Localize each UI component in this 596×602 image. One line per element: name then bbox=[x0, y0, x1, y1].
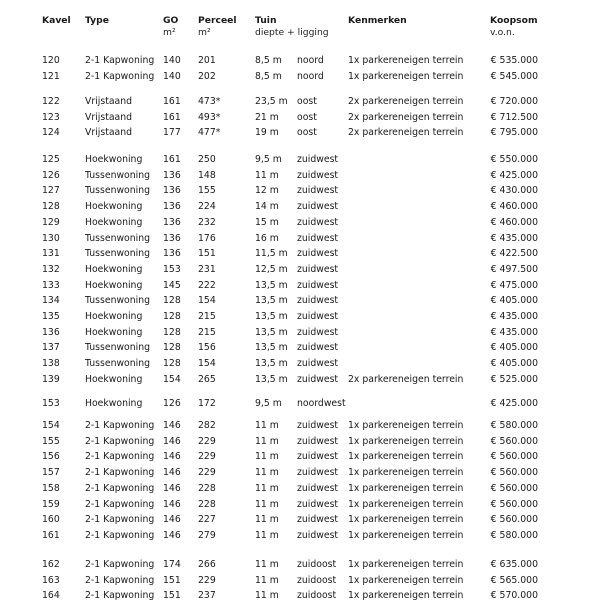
cell-tuin-ligging: noordwest bbox=[297, 398, 346, 409]
cell-perceel: 228 bbox=[198, 498, 216, 510]
cell-type: 2-1 Kapwoning bbox=[85, 55, 155, 66]
cell-tuin-ligging: zuidwest bbox=[297, 420, 339, 431]
cell-go: 146 bbox=[163, 529, 181, 541]
cell-perceel: 172 bbox=[198, 398, 216, 409]
cell-tuin-diepte: 15 m bbox=[255, 216, 279, 228]
cell-type: 2-1 Kapwoning bbox=[85, 574, 155, 586]
cell-go: 136 bbox=[163, 201, 181, 213]
cell-tuin-diepte: 19 m bbox=[255, 127, 279, 139]
cell-kavel: 139 bbox=[42, 373, 60, 385]
cell-tuin-diepte: 11 m bbox=[255, 559, 279, 570]
cell-koopsom: € 635.000 bbox=[490, 559, 538, 570]
cell-type: Tussenwoning bbox=[85, 295, 151, 307]
cell-perceel: 279 bbox=[198, 529, 216, 541]
cell-go: 161 bbox=[163, 96, 181, 107]
cell-koopsom: € 422.500 bbox=[490, 248, 538, 260]
header-tuin-label: Tuin bbox=[255, 15, 277, 26]
cell-perceel: 227 bbox=[198, 514, 216, 526]
cell-tuin-ligging: zuidwest bbox=[297, 201, 339, 213]
cell-kavel: 154 bbox=[42, 420, 60, 431]
cell-tuin-ligging: zuidwest bbox=[297, 185, 339, 197]
cell-tuin-diepte: 11 m bbox=[255, 529, 279, 541]
cell-kenmerken: 2x parkereneigen terrein bbox=[348, 111, 464, 123]
cell-koopsom: € 545.000 bbox=[490, 70, 538, 82]
cell-perceel: 282 bbox=[198, 420, 216, 431]
cell-kavel: 132 bbox=[42, 263, 60, 275]
cell-tuin-ligging: zuidwest bbox=[297, 482, 339, 494]
cell-kavel: 155 bbox=[42, 435, 60, 447]
cell-kavel: 134 bbox=[42, 295, 60, 307]
cell-kenmerken: 1x parkereneigen terrein bbox=[348, 70, 464, 82]
cell-koopsom: € 405.000 bbox=[490, 342, 538, 354]
cell-type: 2-1 Kapwoning bbox=[85, 482, 155, 494]
cell-kenmerken: 1x parkereneigen terrein bbox=[348, 467, 464, 479]
cell-perceel: 202 bbox=[198, 70, 216, 82]
cell-kavel: 121 bbox=[42, 70, 60, 82]
cell-go: 128 bbox=[163, 342, 181, 354]
cell-go: 145 bbox=[163, 279, 181, 291]
cell-go: 151 bbox=[163, 590, 181, 602]
cell-kenmerken: 1x parkereneigen terrein bbox=[348, 529, 464, 541]
cell-tuin-diepte: 12,5 m bbox=[255, 263, 288, 275]
cell-tuin-ligging: zuidwest bbox=[297, 467, 339, 479]
cell-koopsom: € 435.000 bbox=[490, 232, 538, 244]
cell-kenmerken: 1x parkereneigen terrein bbox=[348, 435, 464, 447]
cell-koopsom: € 405.000 bbox=[490, 295, 538, 307]
cell-type: Tussenwoning bbox=[85, 358, 151, 370]
cell-koopsom: € 460.000 bbox=[490, 201, 538, 213]
cell-tuin-ligging: zuidwest bbox=[297, 169, 339, 181]
cell-tuin-diepte: 11 m bbox=[255, 169, 279, 181]
cell-koopsom: € 560.000 bbox=[490, 435, 538, 447]
cell-type: Vrijstaand bbox=[85, 127, 133, 139]
cell-go: 146 bbox=[163, 435, 181, 447]
cell-tuin-ligging: oost bbox=[297, 96, 317, 107]
cell-kenmerken: 1x parkereneigen terrein bbox=[348, 498, 464, 510]
cell-kavel: 157 bbox=[42, 467, 60, 479]
cell-tuin-ligging: zuidwest bbox=[297, 514, 339, 526]
cell-kavel: 131 bbox=[42, 248, 60, 260]
cell-tuin-diepte: 13,5 m bbox=[255, 358, 288, 370]
cell-kavel: 161 bbox=[42, 529, 60, 541]
cell-tuin-diepte: 11 m bbox=[255, 514, 279, 526]
cell-koopsom: € 550.000 bbox=[490, 154, 538, 165]
header-koopsom bbox=[490, 15, 538, 39]
cell-tuin-diepte: 9,5 m bbox=[255, 154, 282, 165]
cell-perceel: 151 bbox=[198, 248, 216, 260]
header-perceel-unit: m² bbox=[198, 27, 211, 38]
cell-kenmerken: 1x parkereneigen terrein bbox=[348, 590, 464, 602]
cell-kenmerken: 1x parkereneigen terrein bbox=[348, 574, 464, 586]
cell-kenmerken: 1x parkereneigen terrein bbox=[348, 451, 464, 463]
cell-tuin-diepte: 11 m bbox=[255, 482, 279, 494]
cell-kavel: 138 bbox=[42, 358, 60, 370]
header-kenmerken bbox=[348, 15, 407, 27]
cell-type: Tussenwoning bbox=[85, 185, 151, 197]
cell-type: Hoekwoning bbox=[85, 279, 143, 291]
cell-go: 146 bbox=[163, 420, 181, 431]
cell-type: Hoekwoning bbox=[85, 326, 143, 338]
header-koopsom-sub: v.o.n. bbox=[490, 27, 515, 38]
cell-perceel: 156 bbox=[198, 342, 216, 354]
cell-kavel: 126 bbox=[42, 169, 60, 181]
cell-koopsom: € 425.000 bbox=[490, 398, 538, 409]
cell-tuin-diepte: 13,5 m bbox=[255, 373, 288, 385]
header-tuin bbox=[255, 15, 329, 39]
cell-koopsom: € 712.500 bbox=[490, 111, 538, 123]
cell-perceel: 237 bbox=[198, 590, 216, 602]
cell-tuin-ligging: zuidwest bbox=[297, 498, 339, 510]
cell-koopsom: € 560.000 bbox=[490, 451, 538, 463]
cell-kavel: 129 bbox=[42, 216, 60, 228]
header-type bbox=[85, 15, 109, 27]
cell-perceel: 229 bbox=[198, 574, 216, 586]
cell-go: 128 bbox=[163, 358, 181, 370]
cell-koopsom: € 570.000 bbox=[490, 590, 538, 602]
header-koopsom-label: Koopsom bbox=[490, 15, 538, 26]
cell-type: Tussenwoning bbox=[85, 248, 151, 260]
cell-tuin-diepte: 13,5 m bbox=[255, 295, 288, 307]
cell-kavel: 124 bbox=[42, 127, 60, 139]
cell-kavel: 123 bbox=[42, 111, 60, 123]
cell-type: Hoekwoning bbox=[85, 201, 143, 213]
cell-perceel: 229 bbox=[198, 467, 216, 479]
cell-go: 146 bbox=[163, 498, 181, 510]
cell-tuin-diepte: 23,5 m bbox=[255, 96, 288, 107]
cell-tuin-ligging: zuidwest bbox=[297, 435, 339, 447]
cell-go: 136 bbox=[163, 216, 181, 228]
cell-type: 2-1 Kapwoning bbox=[85, 420, 155, 431]
cell-type: 2-1 Kapwoning bbox=[85, 451, 155, 463]
cell-kavel: 136 bbox=[42, 326, 60, 338]
cell-kenmerken: 1x parkereneigen terrein bbox=[348, 482, 464, 494]
cell-go: 128 bbox=[163, 311, 181, 322]
cell-koopsom: € 560.000 bbox=[490, 467, 538, 479]
cell-tuin-diepte: 12 m bbox=[255, 185, 279, 197]
cell-kavel: 160 bbox=[42, 514, 60, 526]
cell-type: 2-1 Kapwoning bbox=[85, 514, 155, 526]
cell-type: 2-1 Kapwoning bbox=[85, 70, 155, 82]
cell-kavel: 127 bbox=[42, 185, 60, 197]
cell-tuin-ligging: zuidwest bbox=[297, 279, 339, 291]
cell-koopsom: € 560.000 bbox=[490, 514, 538, 526]
header-perceel-label: Perceel bbox=[198, 15, 237, 26]
cell-go: 136 bbox=[163, 185, 181, 197]
cell-kavel: 120 bbox=[42, 55, 60, 66]
cell-type: 2-1 Kapwoning bbox=[85, 435, 155, 447]
cell-go: 161 bbox=[163, 154, 181, 165]
cell-koopsom: € 425.000 bbox=[490, 169, 538, 181]
cell-perceel: 265 bbox=[198, 373, 216, 385]
cell-tuin-diepte: 11 m bbox=[255, 435, 279, 447]
cell-go: 136 bbox=[163, 248, 181, 260]
cell-perceel: 154 bbox=[198, 295, 216, 307]
cell-kavel: 130 bbox=[42, 232, 60, 244]
cell-kavel: 125 bbox=[42, 154, 60, 165]
cell-perceel: 232 bbox=[198, 216, 216, 228]
cell-tuin-ligging: zuidwest bbox=[297, 154, 339, 165]
cell-go: 146 bbox=[163, 451, 181, 463]
cell-go: 146 bbox=[163, 482, 181, 494]
cell-kavel: 137 bbox=[42, 342, 60, 354]
cell-tuin-diepte: 13,5 m bbox=[255, 326, 288, 338]
cell-koopsom: € 795.000 bbox=[490, 127, 538, 139]
cell-tuin-ligging: zuidwest bbox=[297, 451, 339, 463]
header-go-unit: m² bbox=[163, 27, 176, 38]
cell-perceel: 231 bbox=[198, 263, 216, 275]
cell-tuin-diepte: 16 m bbox=[255, 232, 279, 244]
cell-koopsom: € 405.000 bbox=[490, 358, 538, 370]
cell-tuin-diepte: 11 m bbox=[255, 574, 279, 586]
cell-tuin-ligging: oost bbox=[297, 111, 317, 123]
cell-tuin-ligging: zuidwest bbox=[297, 529, 339, 541]
cell-tuin-diepte: 11,5 m bbox=[255, 248, 288, 260]
cell-perceel: 215 bbox=[198, 326, 216, 338]
cell-tuin-ligging: zuidwest bbox=[297, 248, 339, 260]
cell-tuin-ligging: zuidwest bbox=[297, 295, 339, 307]
cell-kavel: 133 bbox=[42, 279, 60, 291]
cell-kenmerken: 2x parkereneigen terrein bbox=[348, 373, 464, 385]
cell-type: 2-1 Kapwoning bbox=[85, 498, 155, 510]
cell-tuin-ligging: zuidoost bbox=[297, 590, 337, 602]
cell-perceel: 148 bbox=[198, 169, 216, 181]
cell-type: 2-1 Kapwoning bbox=[85, 559, 155, 570]
cell-tuin-diepte: 11 m bbox=[255, 590, 279, 602]
cell-go: 126 bbox=[163, 398, 181, 409]
cell-tuin-diepte: 11 m bbox=[255, 451, 279, 463]
cell-tuin-ligging: zuidwest bbox=[297, 216, 339, 228]
cell-koopsom: € 565.000 bbox=[490, 574, 538, 586]
cell-perceel: 266 bbox=[198, 559, 216, 570]
header-go bbox=[163, 15, 178, 39]
cell-kavel: 164 bbox=[42, 590, 60, 602]
cell-go: 161 bbox=[163, 111, 181, 123]
cell-tuin-ligging: zuidoost bbox=[297, 574, 337, 586]
cell-perceel: 154 bbox=[198, 358, 216, 370]
cell-kenmerken: 1x parkereneigen terrein bbox=[348, 55, 464, 66]
cell-perceel: 477* bbox=[198, 127, 221, 139]
cell-go: 174 bbox=[163, 559, 181, 570]
cell-tuin-diepte: 14 m bbox=[255, 201, 279, 213]
header-kavel bbox=[42, 15, 71, 27]
cell-tuin-diepte: 8,5 m bbox=[255, 70, 282, 82]
cell-tuin-diepte: 13,5 m bbox=[255, 342, 288, 354]
cell-perceel: 250 bbox=[198, 154, 216, 165]
cell-perceel: 473* bbox=[198, 96, 221, 107]
cell-kavel: 158 bbox=[42, 482, 60, 494]
cell-perceel: 176 bbox=[198, 232, 216, 244]
cell-perceel: 215 bbox=[198, 311, 216, 322]
cell-kavel: 163 bbox=[42, 574, 60, 586]
cell-perceel: 229 bbox=[198, 435, 216, 447]
cell-go: 146 bbox=[163, 514, 181, 526]
cell-koopsom: € 560.000 bbox=[490, 482, 538, 494]
cell-tuin-diepte: 11 m bbox=[255, 498, 279, 510]
cell-tuin-ligging: noord bbox=[297, 55, 324, 66]
header-go-label: GO bbox=[163, 15, 179, 26]
cell-tuin-diepte: 13,5 m bbox=[255, 311, 288, 322]
cell-kavel: 162 bbox=[42, 559, 60, 570]
cell-koopsom: € 430.000 bbox=[490, 185, 538, 197]
header-perceel bbox=[198, 15, 237, 39]
cell-koopsom: € 435.000 bbox=[490, 311, 538, 322]
cell-go: 128 bbox=[163, 326, 181, 338]
cell-kenmerken: 2x parkereneigen terrein bbox=[348, 127, 464, 139]
cell-perceel: 493* bbox=[198, 111, 221, 123]
cell-koopsom: € 475.000 bbox=[490, 279, 538, 291]
cell-kavel: 159 bbox=[42, 498, 60, 510]
header-kenmerken-label: Kenmerken bbox=[348, 15, 407, 26]
cell-koopsom: € 460.000 bbox=[490, 216, 538, 228]
cell-kavel: 153 bbox=[42, 398, 60, 409]
cell-type: Hoekwoning bbox=[85, 263, 143, 275]
header-tuin-sub: diepte + ligging bbox=[255, 27, 329, 38]
cell-type: Hoekwoning bbox=[85, 373, 143, 385]
cell-go: 128 bbox=[163, 295, 181, 307]
cell-type: 2-1 Kapwoning bbox=[85, 529, 155, 541]
cell-go: 146 bbox=[163, 467, 181, 479]
cell-tuin-ligging: zuidwest bbox=[297, 342, 339, 354]
cell-tuin-ligging: noord bbox=[297, 70, 324, 82]
cell-tuin-diepte: 11 m bbox=[255, 420, 279, 431]
cell-tuin-ligging: zuidwest bbox=[297, 311, 339, 322]
cell-tuin-ligging: zuidoost bbox=[297, 559, 337, 570]
cell-kavel: 122 bbox=[42, 96, 60, 107]
cell-type: Hoekwoning bbox=[85, 216, 143, 228]
cell-kavel: 156 bbox=[42, 451, 60, 463]
cell-type: Hoekwoning bbox=[85, 398, 143, 409]
cell-koopsom: € 525.000 bbox=[490, 373, 538, 385]
cell-tuin-diepte: 21 m bbox=[255, 111, 279, 123]
cell-koopsom: € 497.500 bbox=[490, 263, 538, 275]
cell-tuin-ligging: oost bbox=[297, 127, 317, 139]
cell-type: 2-1 Kapwoning bbox=[85, 590, 155, 602]
cell-koopsom: € 535.000 bbox=[490, 55, 538, 66]
cell-tuin-diepte: 9,5 m bbox=[255, 398, 282, 409]
cell-koopsom: € 720.000 bbox=[490, 96, 538, 107]
cell-perceel: 201 bbox=[198, 55, 216, 66]
cell-type: Tussenwoning bbox=[85, 232, 151, 244]
cell-kenmerken: 1x parkereneigen terrein bbox=[348, 514, 464, 526]
cell-type: Vrijstaand bbox=[85, 96, 133, 107]
cell-tuin-diepte: 13,5 m bbox=[255, 279, 288, 291]
cell-go: 153 bbox=[163, 263, 181, 275]
cell-tuin-diepte: 8,5 m bbox=[255, 55, 282, 66]
cell-type: Tussenwoning bbox=[85, 342, 151, 354]
cell-type: 2-1 Kapwoning bbox=[85, 467, 155, 479]
cell-go: 151 bbox=[163, 574, 181, 586]
cell-go: 136 bbox=[163, 169, 181, 181]
cell-koopsom: € 560.000 bbox=[490, 498, 538, 510]
cell-perceel: 155 bbox=[198, 185, 216, 197]
cell-kenmerken: 1x parkereneigen terrein bbox=[348, 559, 464, 570]
cell-tuin-ligging: zuidwest bbox=[297, 232, 339, 244]
header-kavel-label: Kavel bbox=[42, 15, 71, 26]
cell-koopsom: € 580.000 bbox=[490, 420, 538, 431]
cell-koopsom: € 580.000 bbox=[490, 529, 538, 541]
cell-tuin-ligging: zuidwest bbox=[297, 358, 339, 370]
cell-tuin-ligging: zuidwest bbox=[297, 263, 339, 275]
cell-kenmerken: 1x parkereneigen terrein bbox=[348, 420, 464, 431]
cell-koopsom: € 435.000 bbox=[490, 326, 538, 338]
cell-perceel: 222 bbox=[198, 279, 216, 291]
cell-kavel: 135 bbox=[42, 311, 60, 322]
cell-tuin-ligging: zuidwest bbox=[297, 326, 339, 338]
cell-perceel: 224 bbox=[198, 201, 216, 213]
header-type-label: Type bbox=[85, 15, 109, 26]
cell-kenmerken: 2x parkereneigen terrein bbox=[348, 96, 464, 107]
cell-go: 177 bbox=[163, 127, 181, 139]
cell-type: Hoekwoning bbox=[85, 311, 143, 322]
cell-perceel: 228 bbox=[198, 482, 216, 494]
cell-go: 136 bbox=[163, 232, 181, 244]
cell-perceel: 229 bbox=[198, 451, 216, 463]
cell-go: 154 bbox=[163, 373, 181, 385]
cell-go: 140 bbox=[163, 55, 181, 66]
cell-kavel: 128 bbox=[42, 201, 60, 213]
cell-type: Vrijstaand bbox=[85, 111, 133, 123]
cell-go: 140 bbox=[163, 70, 181, 82]
cell-type: Hoekwoning bbox=[85, 154, 143, 165]
cell-tuin-diepte: 11 m bbox=[255, 467, 279, 479]
cell-type: Tussenwoning bbox=[85, 169, 151, 181]
cell-tuin-ligging: zuidwest bbox=[297, 373, 339, 385]
